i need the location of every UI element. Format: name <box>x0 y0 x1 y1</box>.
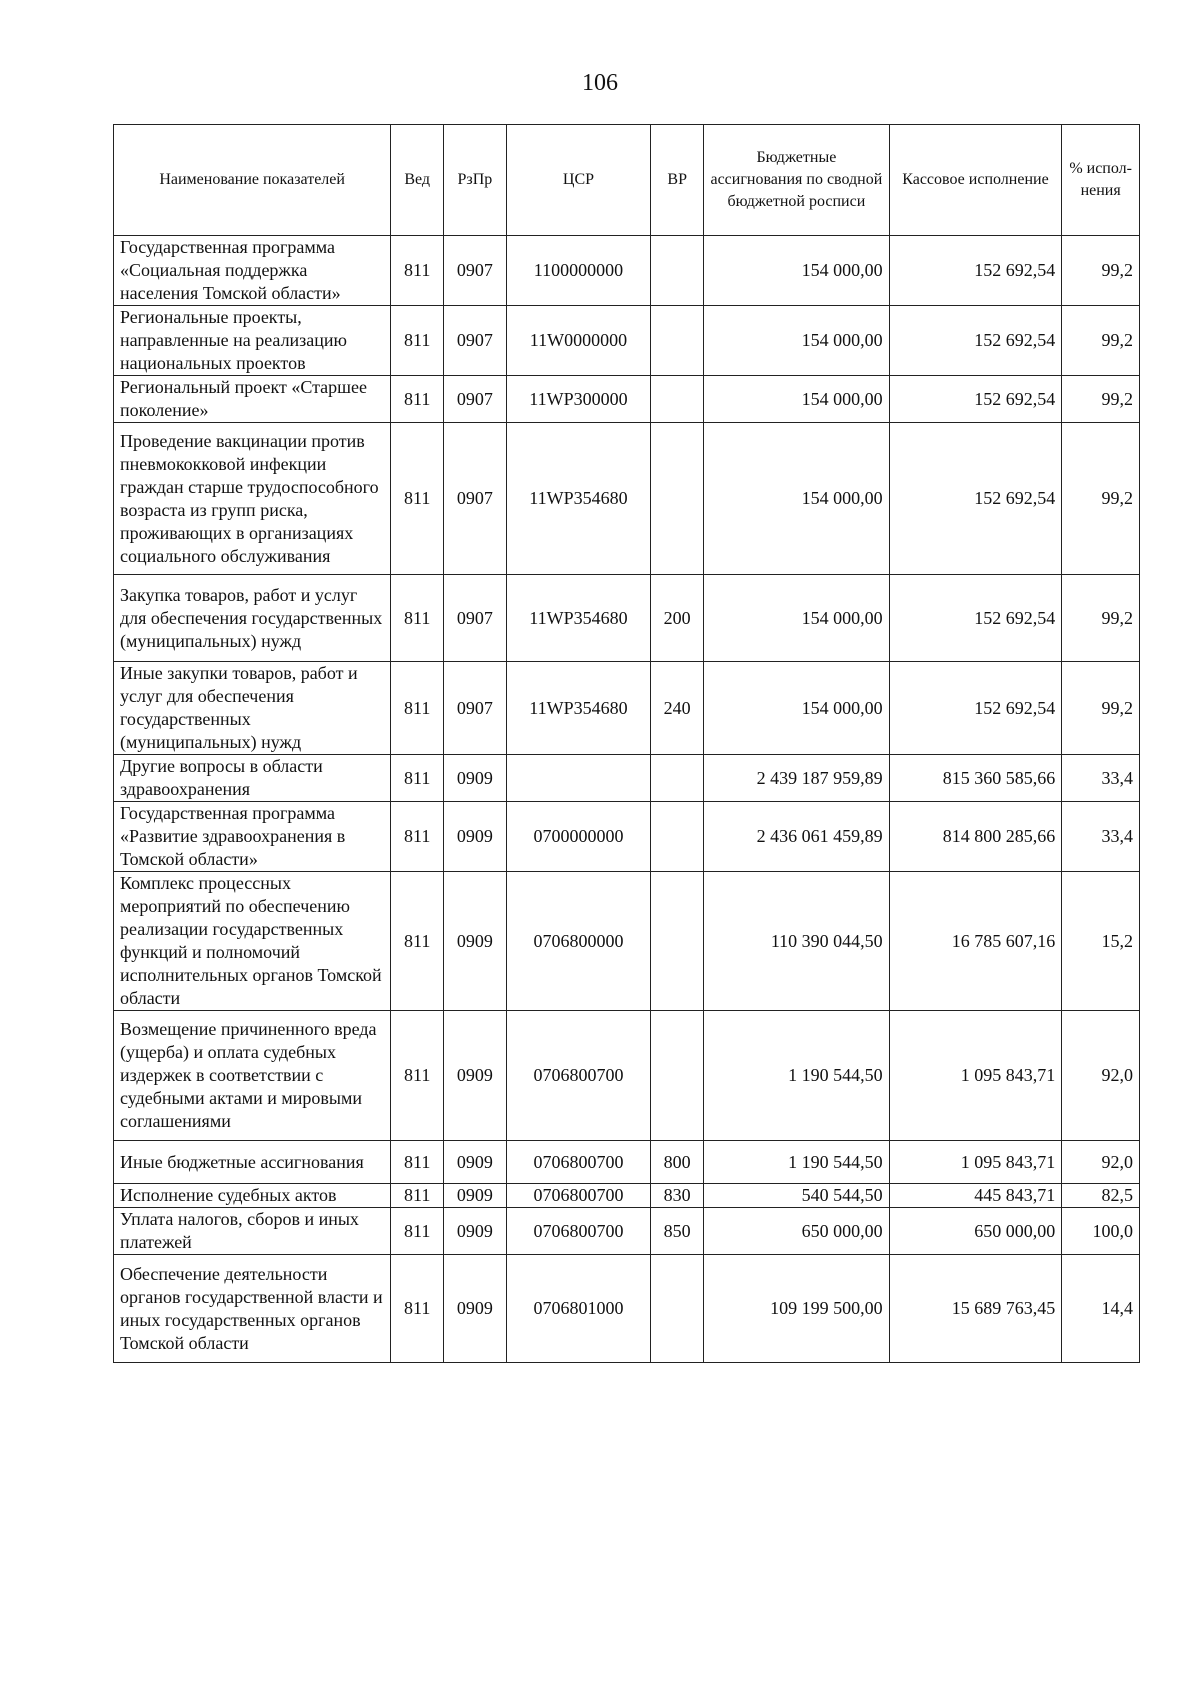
cell-vr <box>651 872 704 1011</box>
cell-csr: 0706801000 <box>506 1255 651 1363</box>
table-row <box>114 1184 1140 1208</box>
cell-cash-execution: 152 692,54 <box>889 575 1062 662</box>
cell-name: Региональный проект «Старшее поколение» <box>114 376 391 423</box>
cell-ved: 811 <box>391 662 444 755</box>
cell-budget-allocation: 2 436 061 459,89 <box>704 802 890 872</box>
cell-ved: 811 <box>391 802 444 872</box>
cell-budget-allocation: 154 000,00 <box>704 575 890 662</box>
header-cash-execution: Кассовое исполнение <box>889 125 1062 236</box>
header-ved: Вед <box>391 125 444 236</box>
cell-rzpr: 0909 <box>444 1141 507 1184</box>
cell-csr: 11W0000000 <box>506 306 651 376</box>
cell-cash-execution: 650 000,00 <box>889 1208 1062 1255</box>
cell-name: Региональные проекты, направленные на реализацию национальных проектов <box>114 306 391 376</box>
cell-vr <box>651 236 704 306</box>
table-row <box>114 575 1140 662</box>
cell-name: Государственная программа «Социальная поддержка населения Томской области» <box>114 236 391 306</box>
cell-cash-execution: 445 843,71 <box>889 1184 1062 1208</box>
cell-budget-allocation: 1 190 544,50 <box>704 1141 890 1184</box>
cell-vr: 830 <box>651 1184 704 1208</box>
cell-ved: 811 <box>391 1255 444 1363</box>
cell-csr: 11WP354680 <box>506 662 651 755</box>
cell-rzpr: 0909 <box>444 1208 507 1255</box>
cell-cash-execution: 152 692,54 <box>889 236 1062 306</box>
cell-csr: 11WP354680 <box>506 423 651 575</box>
table-row <box>114 755 1140 802</box>
cell-ved: 811 <box>391 306 444 376</box>
cell-rzpr: 0907 <box>444 423 507 575</box>
cell-vr <box>651 802 704 872</box>
cell-csr: 11WP300000 <box>506 376 651 423</box>
cell-rzpr: 0909 <box>444 802 507 872</box>
budget-execution-table <box>113 124 1140 1363</box>
cell-cash-execution: 15 689 763,45 <box>889 1255 1062 1363</box>
cell-vr: 200 <box>651 575 704 662</box>
cell-csr: 0700000000 <box>506 802 651 872</box>
header-csr: ЦСР <box>506 125 651 236</box>
cell-ved: 811 <box>391 575 444 662</box>
cell-csr <box>506 755 651 802</box>
cell-cash-execution: 16 785 607,16 <box>889 872 1062 1011</box>
cell-budget-allocation: 1 190 544,50 <box>704 1011 890 1141</box>
cell-name: Комплекс процессных мероприятий по обеспечению реализации государственных функций и полномочий исполнительных органов Томской области <box>114 872 391 1011</box>
cell-csr: 0706800700 <box>506 1208 651 1255</box>
cell-rzpr: 0907 <box>444 575 507 662</box>
table-row <box>114 1141 1140 1184</box>
cell-ved: 811 <box>391 1208 444 1255</box>
cell-cash-execution: 152 692,54 <box>889 662 1062 755</box>
cell-rzpr: 0909 <box>444 1011 507 1141</box>
cell-budget-allocation: 110 390 044,50 <box>704 872 890 1011</box>
cell-name: Проведение вакцинации против пневмококковой инфекции граждан старше трудоспособного возраста из групп риска, проживающих в организациях социального обслуживания <box>114 423 391 575</box>
cell-cash-execution: 152 692,54 <box>889 423 1062 575</box>
cell-vr: 240 <box>651 662 704 755</box>
cell-vr <box>651 376 704 423</box>
cell-ved: 811 <box>391 1141 444 1184</box>
table-row <box>114 423 1140 575</box>
table-row <box>114 306 1140 376</box>
cell-name: Уплата налогов, сборов и иных платежей <box>114 1208 391 1255</box>
cell-budget-allocation: 2 439 187 959,89 <box>704 755 890 802</box>
cell-csr: 0706800700 <box>506 1011 651 1141</box>
cell-percent-execution: 99,2 <box>1062 376 1140 423</box>
cell-rzpr: 0907 <box>444 662 507 755</box>
table-row <box>114 802 1140 872</box>
cell-csr: 11WP354680 <box>506 575 651 662</box>
cell-percent-execution: 92,0 <box>1062 1141 1140 1184</box>
cell-rzpr: 0909 <box>444 1184 507 1208</box>
cell-percent-execution: 99,2 <box>1062 236 1140 306</box>
cell-csr: 0706800700 <box>506 1141 651 1184</box>
cell-cash-execution: 814 800 285,66 <box>889 802 1062 872</box>
header-name: Наименование показателей <box>114 125 391 236</box>
cell-percent-execution: 99,2 <box>1062 662 1140 755</box>
cell-percent-execution: 14,4 <box>1062 1255 1140 1363</box>
cell-percent-execution: 99,2 <box>1062 575 1140 662</box>
cell-csr: 1100000000 <box>506 236 651 306</box>
cell-vr: 850 <box>651 1208 704 1255</box>
cell-cash-execution: 815 360 585,66 <box>889 755 1062 802</box>
header-budget-allocations: Бюджетные ассигнования по сводной бюджетной росписи <box>704 125 890 236</box>
cell-name: Государственная программа «Развитие здравоохранения в Томской области» <box>114 802 391 872</box>
cell-rzpr: 0907 <box>444 236 507 306</box>
header-rzpr: РзПр <box>444 125 507 236</box>
cell-budget-allocation: 650 000,00 <box>704 1208 890 1255</box>
table-row <box>114 662 1140 755</box>
table-row <box>114 872 1140 1011</box>
cell-cash-execution: 152 692,54 <box>889 306 1062 376</box>
cell-percent-execution: 99,2 <box>1062 423 1140 575</box>
cell-cash-execution: 152 692,54 <box>889 376 1062 423</box>
cell-budget-allocation: 154 000,00 <box>704 662 890 755</box>
cell-budget-allocation: 109 199 500,00 <box>704 1255 890 1363</box>
table-row <box>114 376 1140 423</box>
cell-rzpr: 0909 <box>444 872 507 1011</box>
cell-vr <box>651 423 704 575</box>
cell-name: Исполнение судебных актов <box>114 1184 391 1208</box>
cell-budget-allocation: 540 544,50 <box>704 1184 890 1208</box>
table-row <box>114 236 1140 306</box>
cell-vr <box>651 1255 704 1363</box>
cell-ved: 811 <box>391 1184 444 1208</box>
cell-rzpr: 0909 <box>444 1255 507 1363</box>
cell-ved: 811 <box>391 376 444 423</box>
cell-ved: 811 <box>391 1011 444 1141</box>
table-row <box>114 1208 1140 1255</box>
cell-vr <box>651 755 704 802</box>
cell-budget-allocation: 154 000,00 <box>704 306 890 376</box>
header-vr: ВР <box>651 125 704 236</box>
cell-percent-execution: 33,4 <box>1062 802 1140 872</box>
table-row <box>114 1255 1140 1363</box>
cell-budget-allocation: 154 000,00 <box>704 423 890 575</box>
cell-cash-execution: 1 095 843,71 <box>889 1141 1062 1184</box>
table-row <box>114 1011 1140 1141</box>
cell-cash-execution: 1 095 843,71 <box>889 1011 1062 1141</box>
cell-name: Возмещение причиненного вреда (ущерба) и оплата судебных издержек в соответствии с судебными актами и мировыми соглашениями <box>114 1011 391 1141</box>
cell-ved: 811 <box>391 755 444 802</box>
cell-rzpr: 0907 <box>444 306 507 376</box>
cell-csr: 0706800000 <box>506 872 651 1011</box>
cell-percent-execution: 92,0 <box>1062 1011 1140 1141</box>
table-header-row <box>114 125 1140 236</box>
cell-budget-allocation: 154 000,00 <box>704 376 890 423</box>
cell-name: Иные бюджетные ассигнования <box>114 1141 391 1184</box>
cell-csr: 0706800700 <box>506 1184 651 1208</box>
cell-budget-allocation: 154 000,00 <box>704 236 890 306</box>
page-number: 106 <box>582 70 618 96</box>
cell-percent-execution: 100,0 <box>1062 1208 1140 1255</box>
cell-rzpr: 0907 <box>444 376 507 423</box>
cell-percent-execution: 99,2 <box>1062 306 1140 376</box>
cell-ved: 811 <box>391 236 444 306</box>
cell-vr: 800 <box>651 1141 704 1184</box>
cell-rzpr: 0909 <box>444 755 507 802</box>
cell-vr <box>651 1011 704 1141</box>
cell-percent-execution: 33,4 <box>1062 755 1140 802</box>
cell-ved: 811 <box>391 872 444 1011</box>
cell-name: Иные закупки товаров, работ и услуг для обеспечения государственных (муниципальных) нужд <box>114 662 391 755</box>
cell-percent-execution: 15,2 <box>1062 872 1140 1011</box>
cell-name: Закупка товаров, работ и услуг для обеспечения государственных (муниципальных) нужд <box>114 575 391 662</box>
cell-name: Другие вопросы в области здравоохранения <box>114 755 391 802</box>
cell-vr <box>651 306 704 376</box>
cell-percent-execution: 82,5 <box>1062 1184 1140 1208</box>
cell-ved: 811 <box>391 423 444 575</box>
header-percent-execution: % испол-нения <box>1062 125 1140 236</box>
cell-name: Обеспечение деятельности органов государственной власти и иных государственных органов Томской области <box>114 1255 391 1363</box>
